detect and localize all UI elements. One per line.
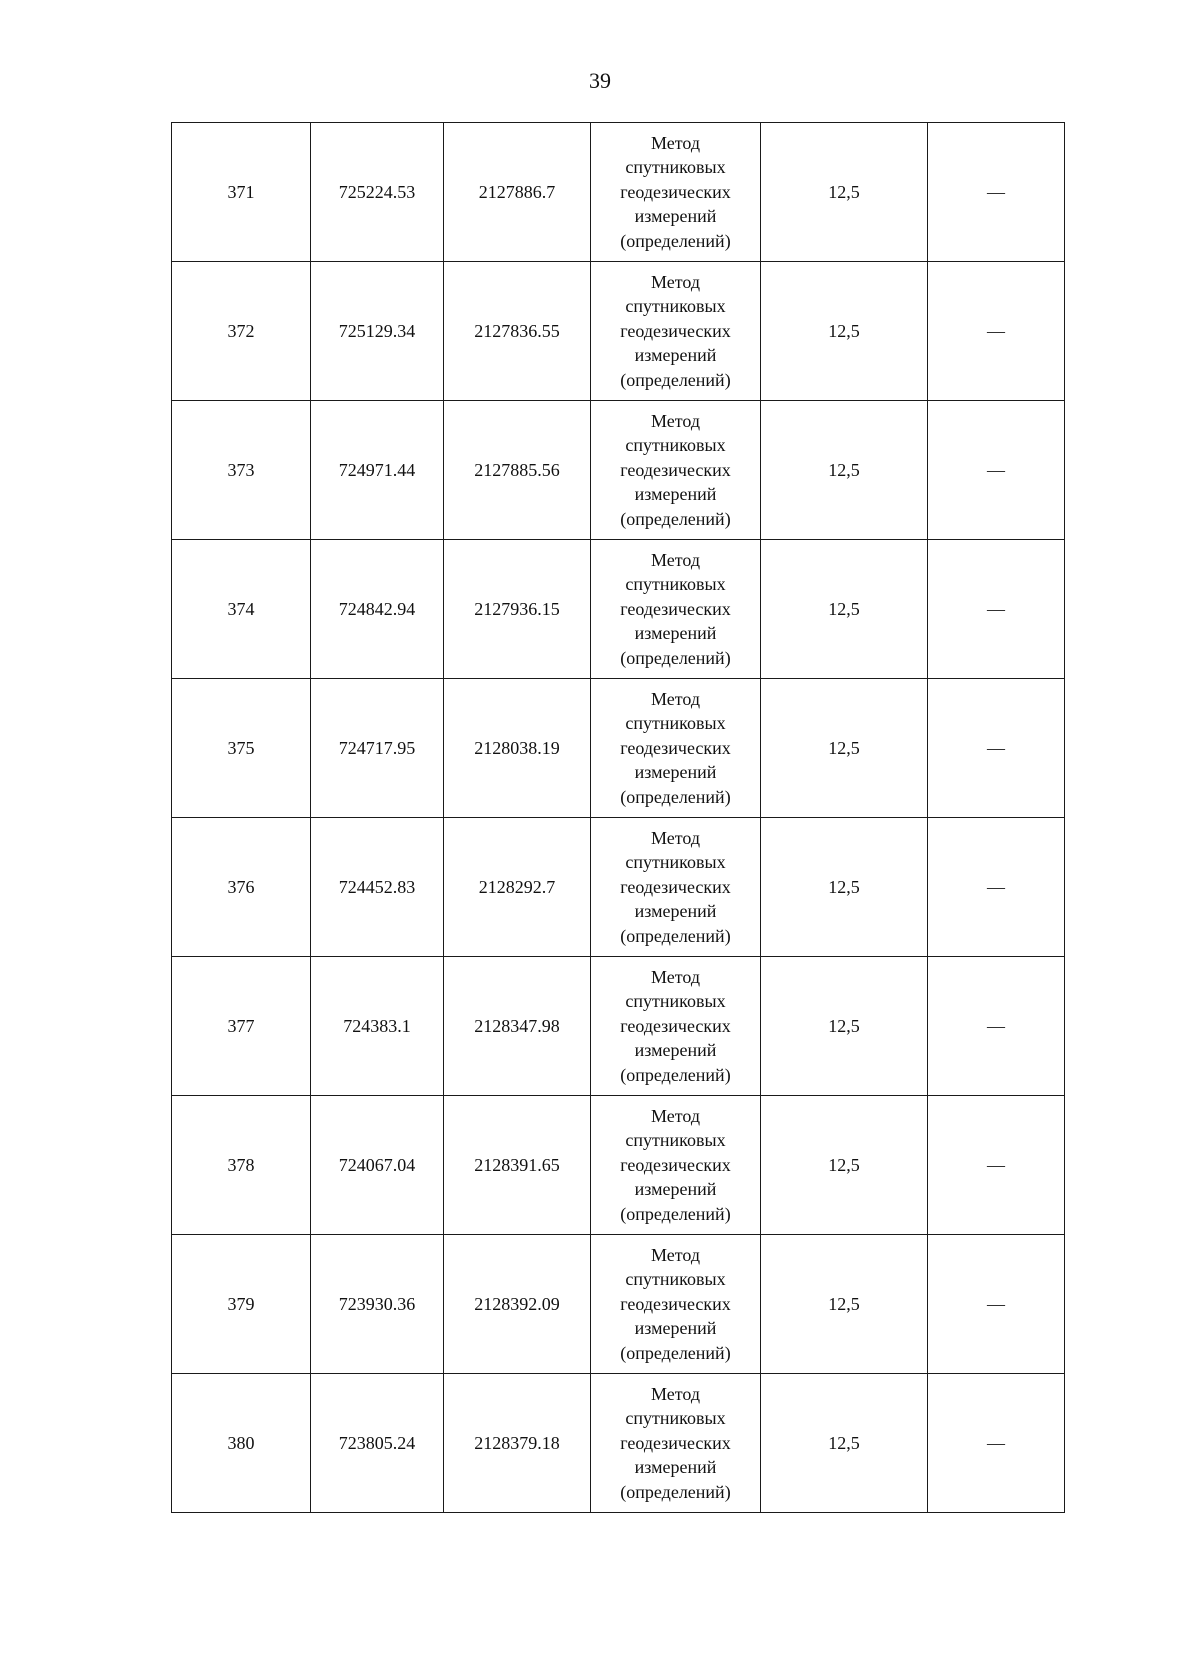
accuracy-cell: 12,5 xyxy=(761,957,928,1096)
point-number-cell: 379 xyxy=(172,1235,311,1374)
accuracy-cell: 12,5 xyxy=(761,679,928,818)
x-coordinate-cell: 725129.34 xyxy=(311,262,444,401)
dash-mark: — xyxy=(987,181,1005,202)
method-line: измерений xyxy=(634,1318,717,1339)
method-line: геодезических xyxy=(620,1154,731,1175)
note-cell xyxy=(928,123,1065,262)
y-coordinate-cell: 2128292.7 xyxy=(444,818,591,957)
method-line: измерений xyxy=(634,762,717,783)
method-cell xyxy=(591,957,761,1096)
accuracy-cell: 12,5 xyxy=(761,123,928,262)
method-line: Метод xyxy=(650,132,701,153)
method-line: геодезических xyxy=(620,1293,731,1314)
accuracy-cell: 12,5 xyxy=(761,401,928,540)
accuracy-cell: 12,5 xyxy=(761,818,928,957)
method-line: спутниковых xyxy=(625,713,726,734)
method-line: (определений) xyxy=(620,1342,731,1363)
point-number-cell: 372 xyxy=(172,262,311,401)
dash-mark: — xyxy=(987,459,1005,480)
method-line: измерений xyxy=(634,901,717,922)
method-line: (определений) xyxy=(620,647,731,668)
method-line: геодезических xyxy=(620,1015,731,1036)
method-line: Метод xyxy=(650,549,701,570)
accuracy-cell: 12,5 xyxy=(761,540,928,679)
method-line: спутниковых xyxy=(625,296,726,317)
y-coordinate-cell: 2128347.98 xyxy=(444,957,591,1096)
x-coordinate-cell: 723805.24 xyxy=(311,1374,444,1513)
table-row xyxy=(172,123,1065,262)
y-coordinate-cell: 2127936.15 xyxy=(444,540,591,679)
method-line: (определений) xyxy=(620,786,731,807)
note-cell xyxy=(928,1235,1065,1374)
coordinates-table xyxy=(171,122,1065,1513)
method-line: (определений) xyxy=(620,508,731,529)
y-coordinate-cell: 2128392.09 xyxy=(444,1235,591,1374)
dash-mark: — xyxy=(987,876,1005,897)
method-line: (определений) xyxy=(620,1481,731,1502)
method-line: (определений) xyxy=(620,230,731,251)
method-line: геодезических xyxy=(620,598,731,619)
accuracy-cell: 12,5 xyxy=(761,1235,928,1374)
x-coordinate-cell: 725224.53 xyxy=(311,123,444,262)
method-line: измерений xyxy=(634,1040,717,1061)
method-line: Метод xyxy=(650,1383,701,1404)
method-line: геодезических xyxy=(620,320,731,341)
note-cell xyxy=(928,262,1065,401)
dash-mark: — xyxy=(987,1293,1005,1314)
method-line: (определений) xyxy=(620,1203,731,1224)
method-line: измерений xyxy=(634,484,717,505)
table-row xyxy=(172,401,1065,540)
table-row xyxy=(172,1096,1065,1235)
point-number-cell: 374 xyxy=(172,540,311,679)
method-line: (определений) xyxy=(620,925,731,946)
method-cell xyxy=(591,679,761,818)
method-line: спутниковых xyxy=(625,435,726,456)
page-number: 39 xyxy=(589,68,611,93)
note-cell xyxy=(928,1096,1065,1235)
note-cell xyxy=(928,540,1065,679)
method-line: геодезических xyxy=(620,876,731,897)
table-body xyxy=(172,123,1065,1513)
x-coordinate-cell: 724971.44 xyxy=(311,401,444,540)
point-number-cell: 378 xyxy=(172,1096,311,1235)
accuracy-cell: 12,5 xyxy=(761,1374,928,1513)
method-cell xyxy=(591,818,761,957)
y-coordinate-cell: 2127885.56 xyxy=(444,401,591,540)
accuracy-cell: 12,5 xyxy=(761,262,928,401)
method-line: Метод xyxy=(650,271,701,292)
method-line: Метод xyxy=(650,688,701,709)
y-coordinate-cell: 2127886.7 xyxy=(444,123,591,262)
point-number-cell: 377 xyxy=(172,957,311,1096)
accuracy-cell: 12,5 xyxy=(761,1096,928,1235)
method-line: (определений) xyxy=(620,369,731,390)
method-line: геодезических xyxy=(620,181,731,202)
method-line: измерений xyxy=(634,206,717,227)
x-coordinate-cell: 724717.95 xyxy=(311,679,444,818)
method-cell xyxy=(591,1235,761,1374)
dash-mark: — xyxy=(987,320,1005,341)
table-row xyxy=(172,818,1065,957)
method-line: Метод xyxy=(650,827,701,848)
x-coordinate-cell: 724067.04 xyxy=(311,1096,444,1235)
method-line: Метод xyxy=(650,1105,701,1126)
method-line: геодезических xyxy=(620,1432,731,1453)
method-line: измерений xyxy=(634,623,717,644)
method-line: спутниковых xyxy=(625,852,726,873)
y-coordinate-cell: 2128379.18 xyxy=(444,1374,591,1513)
table-row xyxy=(172,679,1065,818)
dash-mark: — xyxy=(987,598,1005,619)
method-line: геодезических xyxy=(620,737,731,758)
note-cell xyxy=(928,818,1065,957)
y-coordinate-cell: 2128391.65 xyxy=(444,1096,591,1235)
note-cell xyxy=(928,679,1065,818)
method-cell xyxy=(591,1096,761,1235)
method-line: Метод xyxy=(650,966,701,987)
method-line: спутниковых xyxy=(625,991,726,1012)
note-cell xyxy=(928,957,1065,1096)
method-line: спутниковых xyxy=(625,1408,726,1429)
dash-mark: — xyxy=(987,737,1005,758)
method-line: Метод xyxy=(650,410,701,431)
method-cell xyxy=(591,401,761,540)
point-number-cell: 380 xyxy=(172,1374,311,1513)
method-line: измерений xyxy=(634,345,717,366)
point-number-cell: 373 xyxy=(172,401,311,540)
dash-mark: — xyxy=(987,1015,1005,1036)
method-line: (определений) xyxy=(620,1064,731,1085)
x-coordinate-cell: 724452.83 xyxy=(311,818,444,957)
table-row xyxy=(172,957,1065,1096)
table-row xyxy=(172,1374,1065,1513)
method-cell xyxy=(591,540,761,679)
method-line: спутниковых xyxy=(625,574,726,595)
point-number-cell: 376 xyxy=(172,818,311,957)
table-row xyxy=(172,262,1065,401)
point-number-cell: 375 xyxy=(172,679,311,818)
note-cell xyxy=(928,401,1065,540)
x-coordinate-cell: 724383.1 xyxy=(311,957,444,1096)
y-coordinate-cell: 2128038.19 xyxy=(444,679,591,818)
table-row xyxy=(172,540,1065,679)
method-line: Метод xyxy=(650,1244,701,1265)
note-cell xyxy=(928,1374,1065,1513)
y-coordinate-cell: 2127836.55 xyxy=(444,262,591,401)
dash-mark: — xyxy=(987,1432,1005,1453)
method-line: спутниковых xyxy=(625,157,726,178)
method-cell xyxy=(591,123,761,262)
point-number-cell: 371 xyxy=(172,123,311,262)
method-line: измерений xyxy=(634,1179,717,1200)
x-coordinate-cell: 723930.36 xyxy=(311,1235,444,1374)
method-cell xyxy=(591,262,761,401)
method-line: измерений xyxy=(634,1457,717,1478)
x-coordinate-cell: 724842.94 xyxy=(311,540,444,679)
table-row xyxy=(172,1235,1065,1374)
method-line: спутниковых xyxy=(625,1269,726,1290)
method-line: геодезических xyxy=(620,459,731,480)
method-cell xyxy=(591,1374,761,1513)
dash-mark: — xyxy=(987,1154,1005,1175)
method-line: спутниковых xyxy=(625,1130,726,1151)
